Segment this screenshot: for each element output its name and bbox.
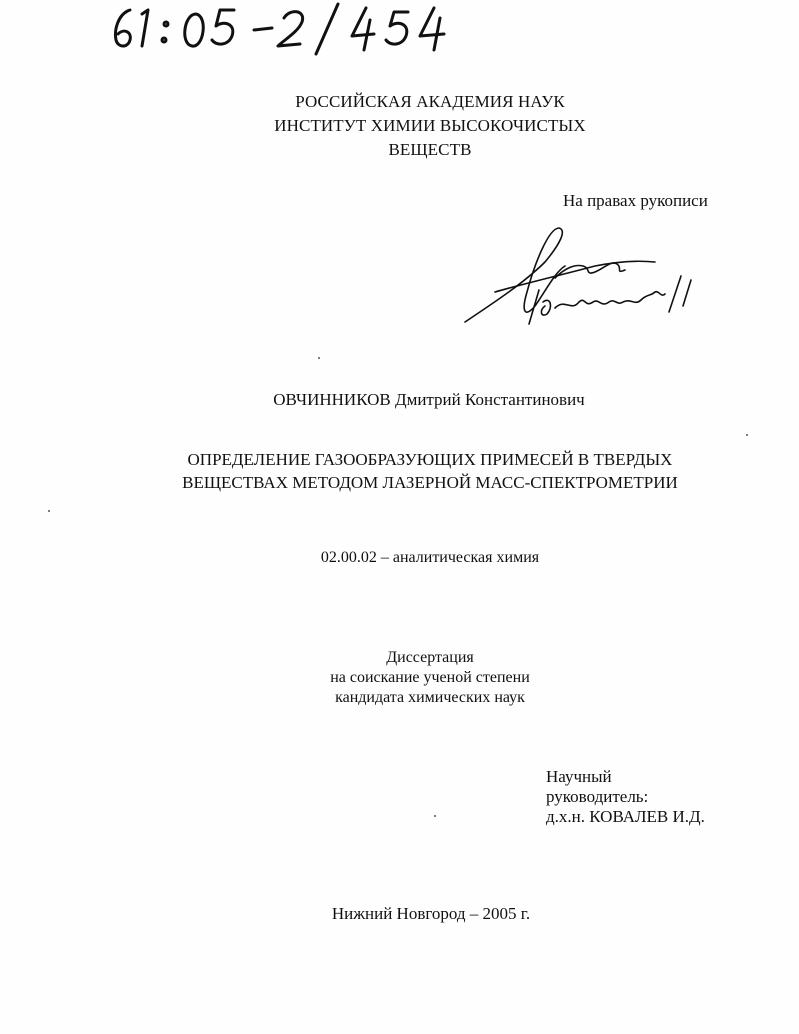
author-name: ОВЧИННИКОВ Дмитрий Константинович: [273, 390, 585, 409]
institution-header: [0, 90, 799, 162]
scan-speck: [48, 510, 50, 512]
title-line-1: ОПРЕДЕЛЕНИЕ ГАЗООБРАЗУЮЩИХ ПРИМЕСЕЙ В ТВЕРДЫХ: [187, 450, 673, 469]
scan-speck: [434, 815, 436, 817]
header-line-institute: ИНСТИТУТ ХИМИИ ВЫСОКОЧИСТЫХ: [274, 116, 586, 135]
author-signature: [455, 222, 705, 337]
specialty-code: 02.00.02 – аналитическая химия: [320, 549, 540, 566]
city-and-year: Нижний Новгород – 2005 г.: [331, 904, 531, 923]
rights-note: На правах рукописи: [563, 191, 708, 210]
degree-line-3: кандидата химических наук: [335, 689, 525, 706]
header-line-substances: ВЕЩЕСТВ: [388, 140, 472, 159]
scan-speck: [746, 434, 748, 436]
supervisor-line-3: д.х.н. КОВАЛЕВ И.Д.: [546, 807, 705, 826]
dissertation-title: [0, 448, 799, 494]
degree-line-1: Диссертация: [386, 649, 474, 666]
title-line-2: ВЕЩЕСТВАХ МЕТОДОМ ЛАЗЕРНОЙ МАСС-СПЕКТРОМЕТРИИ: [182, 473, 678, 492]
degree-statement: [0, 648, 799, 708]
header-line-academy: РОССИЙСКАЯ АКАДЕМИЯ НАУК: [295, 92, 565, 111]
handwritten-code-drawing: [108, 0, 458, 60]
supervisor-line-2: руководитель:: [546, 787, 649, 806]
supervisor-line-1: Научный: [546, 767, 612, 786]
scan-speck: [318, 357, 320, 359]
signature-drawing: [455, 222, 705, 337]
handwritten-archive-code: [108, 0, 458, 60]
degree-line-2: на соискание ученой степени: [330, 669, 530, 686]
supervisor-block: [546, 767, 705, 827]
